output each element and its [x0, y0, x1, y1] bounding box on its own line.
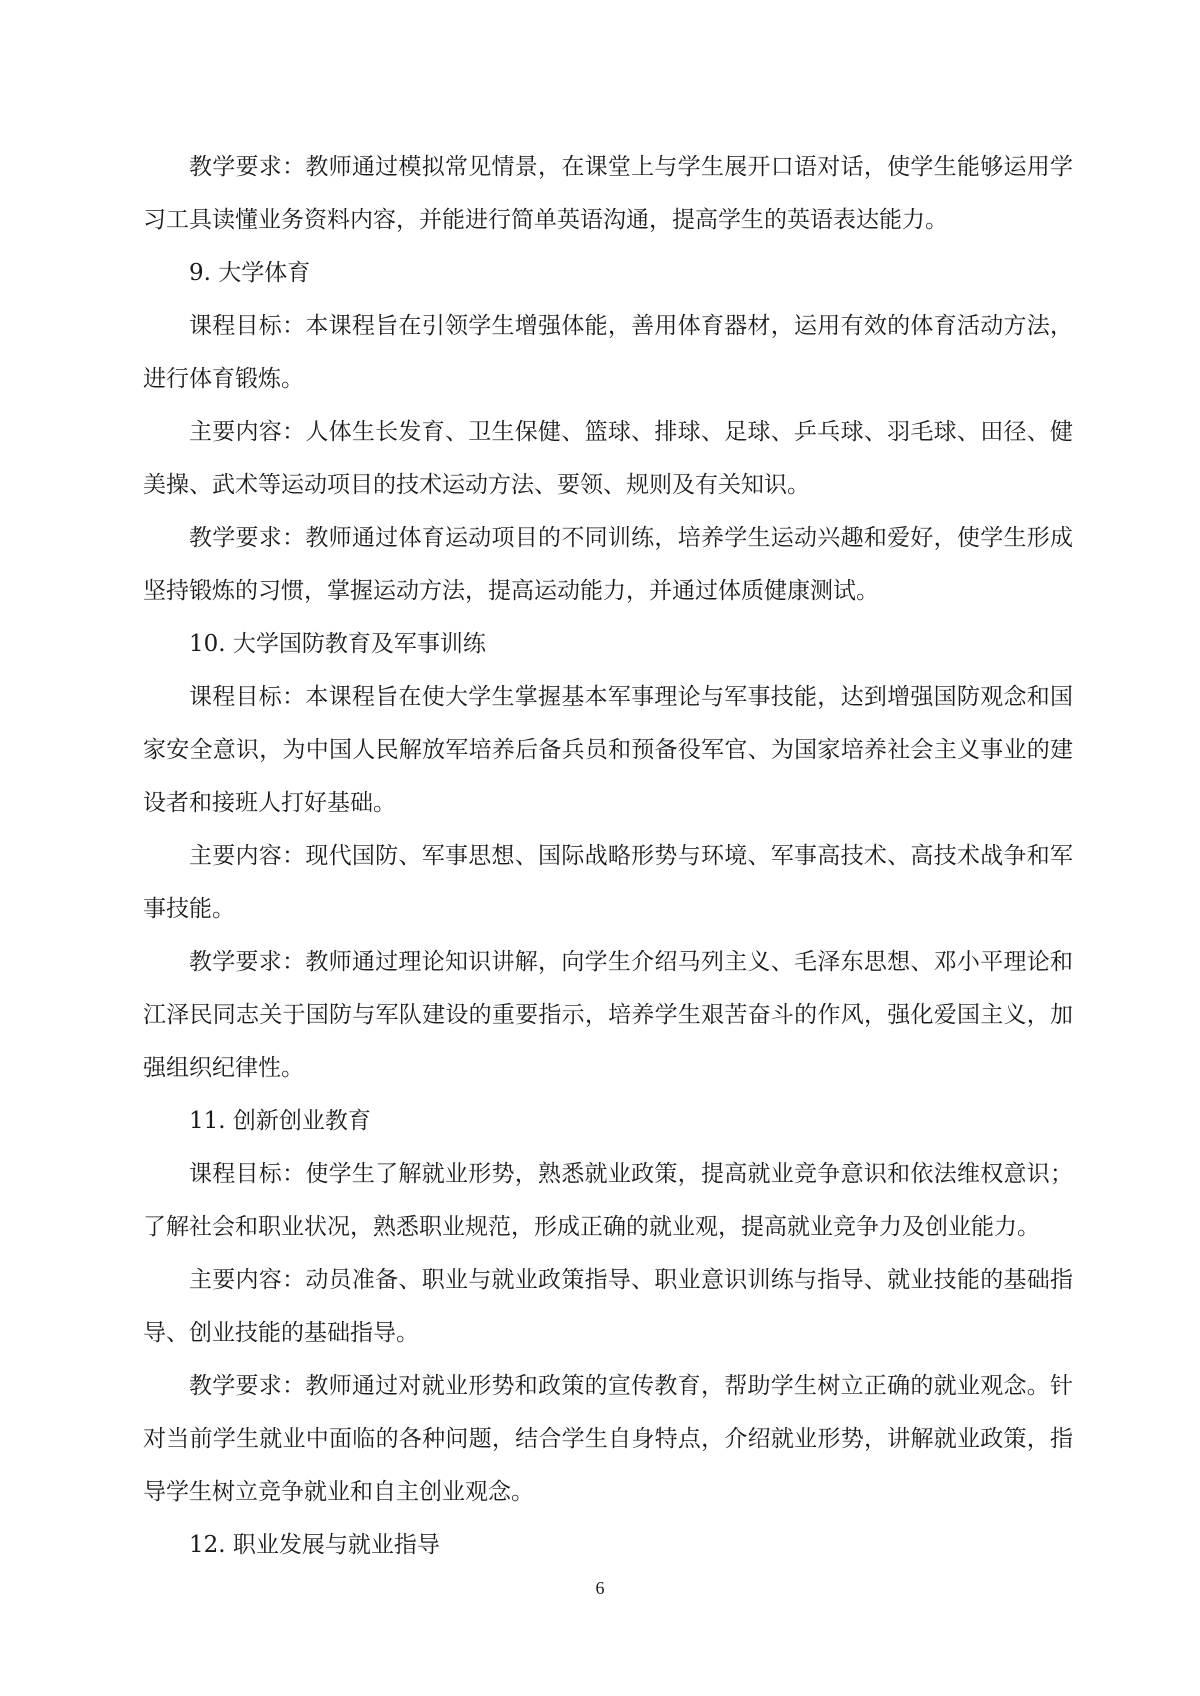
- course-objectives-11: 课程目标：使学生了解就业形势，熟悉就业政策，提高就业竞争意识和依法维权意识；了解社会和职业状况，熟悉职业规范，形成正确的就业观，提高就业竞争力及创业能力。: [143, 1161, 1073, 1240]
- main-content-10: 主要内容：现代国防、军事思想、国际战略形势与环境、军事高技术、高技术战争和军事技能。: [143, 843, 1073, 922]
- teaching-requirements-9: 教学要求：教师通过体育运动项目的不同训练，培养学生运动兴趣和爱好，使学生形成坚持锻炼的习惯，掌握运动方法，提高运动能力，并通过体质健康测试。: [143, 525, 1073, 604]
- course-heading-9: 9. 大学体育: [189, 260, 311, 286]
- page-number: 6: [595, 1578, 605, 1598]
- course-objectives-9: 课程目标：本课程旨在引领学生增强体能，善用体育器材，运用有效的体育活动方法，进行体育锻炼。: [143, 313, 1073, 392]
- course-objectives-10: 课程目标：本课程旨在使大学生掌握基本军事理论与军事技能，达到增强国防观念和国家安全意识，为中国人民解放军培养后备兵员和预备役军官、为国家培养社会主义事业的建设者和接班人打好基础。: [143, 684, 1073, 816]
- course-heading-10: 10. 大学国防教育及军事训练: [189, 631, 486, 657]
- main-content-11: 主要内容：动员准备、职业与就业政策指导、职业意识训练与指导、就业技能的基础指导、创业技能的基础指导。: [143, 1267, 1073, 1346]
- teaching-requirements-8: 教学要求：教师通过模拟常见情景，在课堂上与学生展开口语对话，使学生能够运用学习工具读懂业务资料内容，并能进行简单英语沟通，提高学生的英语表达能力。: [143, 154, 1073, 233]
- teaching-requirements-11: 教学要求：教师通过对就业形势和政策的宣传教育，帮助学生树立正确的就业观念。针对当前学生就业中面临的各种问题，结合学生自身特点，介绍就业形势，讲解就业政策，指导学生树立竞争就业和自主创业观念。: [143, 1373, 1073, 1505]
- teaching-requirements-10: 教学要求：教师通过理论知识讲解，向学生介绍马列主义、毛泽东思想、邓小平理论和江泽民同志关于国防与军队建设的重要指示，培养学生艰苦奋斗的作风，强化爱国主义，加强组织纪律性。: [143, 949, 1073, 1081]
- main-content-9: 主要内容：人体生长发育、卫生保健、篮球、排球、足球、乒乓球、羽毛球、田径、健美操、武术等运动项目的技术运动方法、要领、规则及有关知识。: [143, 419, 1073, 498]
- course-heading-12: 12. 职业发展与就业指导: [189, 1532, 440, 1558]
- page-body: [143, 141, 1073, 1572]
- course-heading-11: 11. 创新创业教育: [189, 1108, 371, 1134]
